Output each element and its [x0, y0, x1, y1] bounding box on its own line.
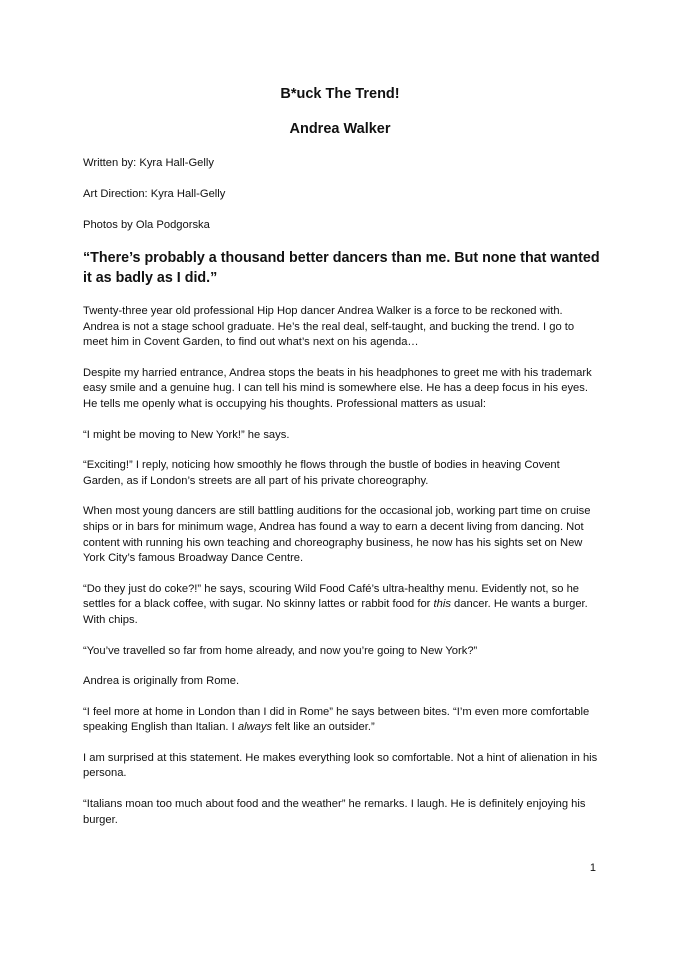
- body-paragraph: “I feel more at home in London than I did in Rome” he says between bites. “I’m even more comfortable speaking English than Italian. I always felt like an outsider.”: [83, 705, 590, 734]
- article-body: [83, 304, 598, 843]
- body-paragraph: “Exciting!” I reply, noticing how smoothly he flows through the bustle of bodies in heaving Covent Garden, as if London’s streets are all part of his private choreography.: [83, 459, 560, 487]
- art-direction-credit: Art Direction: Kyra Hall-Gelly: [83, 188, 226, 200]
- body-paragraph: Despite my harried entrance, Andrea stops the beats in his headphones to greet me with his trademark easy smile and a genuine hug. I can tell his mind is somewhere else. He has a deep focus in his eyes. He tells me openly what is occupying his thoughts. Professional matters as usual:: [83, 366, 592, 410]
- written-by-credit: Written by: Kyra Hall-Gelly: [83, 157, 214, 169]
- body-paragraph: “You’ve travelled so far from home already, and now you’re going to New York?”: [83, 644, 478, 657]
- pull-quote: “There’s probably a thousand better dancers than me. But none that wanted it as badly as I did.”: [83, 250, 600, 286]
- photos-credit: Photos by Ola Podgorska: [83, 219, 210, 231]
- page-number: 1: [589, 862, 596, 874]
- body-paragraph: Twenty-three year old professional Hip Hop dancer Andrea Walker is a force to be reckoned with. Andrea is not a stage school graduate. He’s the real deal, self-taught, and bucking the trend. I go to meet him in Covent Garden, to find out what’s next on his agenda…: [83, 305, 575, 349]
- body-paragraph: “Do they just do coke?!” he says, scouring Wild Food Café’s ultra-healthy menu. Evidently not, so he settles for a black coffee, with sugar. No skinny lattes or rabbit food for this dancer. He wants a burger. With chips.: [83, 582, 588, 626]
- article-subtitle: Andrea Walker: [289, 121, 391, 137]
- body-paragraph: “Italians moan too much about food and the weather” he remarks. I laugh. He is definitely enjoying his burger.: [83, 798, 586, 826]
- article-title: B*uck The Trend!: [280, 86, 400, 102]
- body-paragraph: I am surprised at this statement. He makes everything look so comfortable. Not a hint of alienation in his persona.: [83, 751, 598, 780]
- body-paragraph: “I might be moving to New York!” he says.: [83, 428, 290, 441]
- body-paragraph: When most young dancers are still battling auditions for the occasional job, working part time on cruise ships or in bars for minimum wage, Andrea has found a way to earn a decent living from dancing. Not content with running his own teaching and choreography business, he now has his sights set on New York City’s famous Broadway Dance Centre.: [83, 505, 591, 565]
- body-paragraph: Andrea is originally from Rome.: [83, 675, 240, 688]
